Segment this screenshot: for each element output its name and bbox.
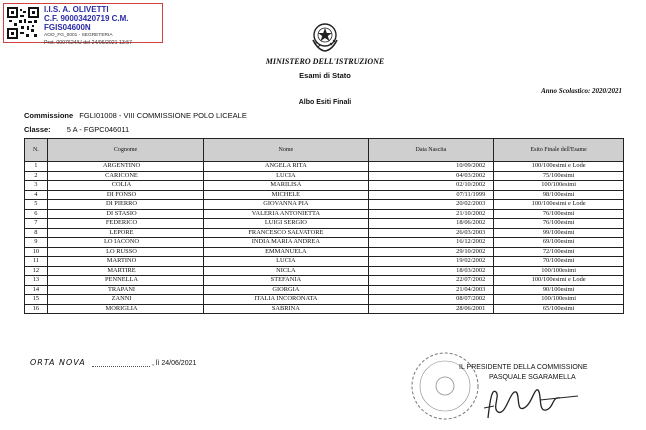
row-final-result: 72/100esimi [494, 247, 624, 257]
qr-code-icon [7, 7, 39, 39]
stamp-tax-code: C.F. 90003420719 C.M. FGIS04600N [44, 14, 129, 32]
commission-value: FGLI01008 - VIII COMMISSIONE POLO LICEALE [79, 111, 247, 120]
row-name: ANGELA RITA [204, 162, 368, 172]
table-row [25, 209, 624, 219]
ministry-title: MINISTERO DELL'ISTRUZIONE [265, 57, 385, 66]
row-surname: DI STASIO [47, 209, 203, 219]
header-name: Nome [204, 139, 368, 162]
row-surname: FEDERICO [47, 219, 203, 229]
row-surname: MORIGLIA [47, 304, 203, 314]
row-final-result: 90/100esimi [494, 285, 624, 295]
row-number: 8 [25, 228, 48, 238]
results-table [24, 138, 624, 314]
row-final-result: 100/100esimi e Lode [494, 200, 624, 210]
row-number: 4 [25, 190, 48, 200]
table-row [25, 238, 624, 248]
table-row [25, 285, 624, 295]
row-number: 10 [25, 247, 48, 257]
table-row [25, 162, 624, 172]
row-birth-date: 21/04/2003 [368, 285, 494, 295]
row-name: LUCIA [204, 257, 368, 267]
row-surname: COLIA [47, 181, 203, 191]
row-surname: ARGENTINO [47, 162, 203, 172]
row-name: EMMANUELA [204, 247, 368, 257]
row-number: 2 [25, 171, 48, 181]
table-row [25, 257, 624, 267]
table-body [25, 162, 624, 314]
row-number: 16 [25, 304, 48, 314]
handwritten-signature-icon [480, 378, 590, 423]
official-seal-icon [405, 350, 485, 422]
row-surname: CARICONE [47, 171, 203, 181]
stamp-protocol-number: Prot. 0007624/U del 24/06/2021 13:57 [44, 40, 132, 46]
row-final-result: 65/100esimi [494, 304, 624, 314]
row-surname: LO RUSSO [47, 247, 203, 257]
table-row [25, 200, 624, 210]
row-birth-date: 29/10/2002 [368, 247, 494, 257]
table-row [25, 171, 624, 181]
row-number: 7 [25, 219, 48, 229]
row-name: ITALIA INCORONATA [204, 295, 368, 305]
row-birth-date: 07/11/1999 [368, 190, 494, 200]
row-birth-date: 08/07/2002 [368, 295, 494, 305]
row-final-result: 100/100esimi e Lode [494, 162, 624, 172]
row-name: MARILISA [204, 181, 368, 191]
commission-label: Commissione [24, 111, 74, 120]
header-number: N. [25, 139, 48, 162]
row-birth-date: 21/10/2002 [368, 209, 494, 219]
row-final-result: 70/100esimi [494, 257, 624, 267]
table-row [25, 276, 624, 286]
row-final-result: 75/100esimi [494, 171, 624, 181]
row-final-result: 76/100esimi [494, 209, 624, 219]
albo-title: Albo Esiti Finali [298, 99, 352, 106]
row-number: 5 [25, 200, 48, 210]
row-name: SABRINA [204, 304, 368, 314]
row-surname: LEPORE [47, 228, 203, 238]
table-row [25, 266, 624, 276]
row-birth-date: 19/02/2002 [368, 257, 494, 267]
row-name: GIORGIA [204, 285, 368, 295]
table-row [25, 295, 624, 305]
row-birth-date: 02/10/2002 [368, 181, 494, 191]
row-birth-date: 10/09/2002 [368, 162, 494, 172]
row-name: LUIGI SERGIO [204, 219, 368, 229]
row-final-result: 100/100esimi e Lode [494, 276, 624, 286]
row-name: LUCIA [204, 171, 368, 181]
row-final-result: 99/100esimi [494, 228, 624, 238]
row-number: 9 [25, 238, 48, 248]
row-surname: ZANNI [47, 295, 203, 305]
row-birth-date: 28/06/2001 [368, 304, 494, 314]
row-birth-date: 22/07/2002 [368, 276, 494, 286]
row-birth-date: 26/03/2003 [368, 228, 494, 238]
class-label: Classe: [24, 125, 51, 134]
row-birth-date: 18/06/2002 [368, 219, 494, 229]
row-number: 12 [25, 266, 48, 276]
row-final-result: 98/100esimi [494, 190, 624, 200]
class-line [24, 125, 129, 134]
row-final-result: 100/100esimi [494, 295, 624, 305]
president-name: PASQUALE SGARAMELLA [489, 374, 576, 381]
row-surname: DI PIERRO [47, 200, 203, 210]
table-row [25, 181, 624, 191]
row-final-result: 69/100esimi [494, 238, 624, 248]
row-surname: MARTIRE [47, 266, 203, 276]
republic-emblem-icon [310, 20, 340, 54]
exam-title: Esami di Stato [299, 71, 351, 80]
row-birth-date: 20/02/2003 [368, 200, 494, 210]
row-surname: MARTINO [47, 257, 203, 267]
row-final-result: 100/100esimi [494, 181, 624, 191]
header-birth-date: Data Nascita [368, 139, 494, 162]
place-dotted-line [92, 366, 150, 367]
row-number: 15 [25, 295, 48, 305]
stamp-office: AOO_FG_0001 - SEGRETERIA [44, 33, 113, 38]
row-name: VALERIA ANTONIETTA [204, 209, 368, 219]
table-header-row [25, 139, 624, 162]
row-number: 13 [25, 276, 48, 286]
row-birth-date: 16/12/2002 [368, 238, 494, 248]
row-surname: LO IACONO [47, 238, 203, 248]
header-final-result: Esito Finale dell'Esame [494, 139, 624, 162]
row-name: STEFANIA [204, 276, 368, 286]
table-row [25, 247, 624, 257]
row-number: 11 [25, 257, 48, 267]
row-surname: DI FONSO [47, 190, 203, 200]
row-name: NICLA [204, 266, 368, 276]
row-birth-date: 18/03/2002 [368, 266, 494, 276]
row-number: 3 [25, 181, 48, 191]
row-name: FRANCESCO SALVATORE [204, 228, 368, 238]
president-title: IL PRESIDENTE DELLA COMMISSIONE [459, 364, 588, 371]
row-surname: PENNELLA [47, 276, 203, 286]
row-surname: TRAPANI [47, 285, 203, 295]
row-name: MICHELE [204, 190, 368, 200]
place-signature: ORTA NOVA [30, 358, 86, 367]
row-final-result: 100/100esimi [494, 266, 624, 276]
row-final-result: 76/100esimi [494, 219, 624, 229]
stamp-school-name: I.I.S. A. OLIVETTI [44, 5, 109, 14]
row-name: INDIA MARIA ANDREA [204, 238, 368, 248]
table-row [25, 304, 624, 314]
row-number: 1 [25, 162, 48, 172]
table-row [25, 219, 624, 229]
class-value: 5 A - FGPC046011 [66, 125, 130, 134]
document-date: , lì 24/06/2021 [152, 360, 197, 367]
row-number: 14 [25, 285, 48, 295]
table-row [25, 190, 624, 200]
row-number: 6 [25, 209, 48, 219]
row-name: GIOVANNA PIA [204, 200, 368, 210]
protocol-stamp [3, 3, 163, 46]
commission-line [24, 111, 247, 120]
row-birth-date: 04/03/2002 [368, 171, 494, 181]
header-surname: Cognome [47, 139, 203, 162]
table-row [25, 228, 624, 238]
academic-year: Anno Scolastico: 2020/2021 [541, 87, 622, 95]
